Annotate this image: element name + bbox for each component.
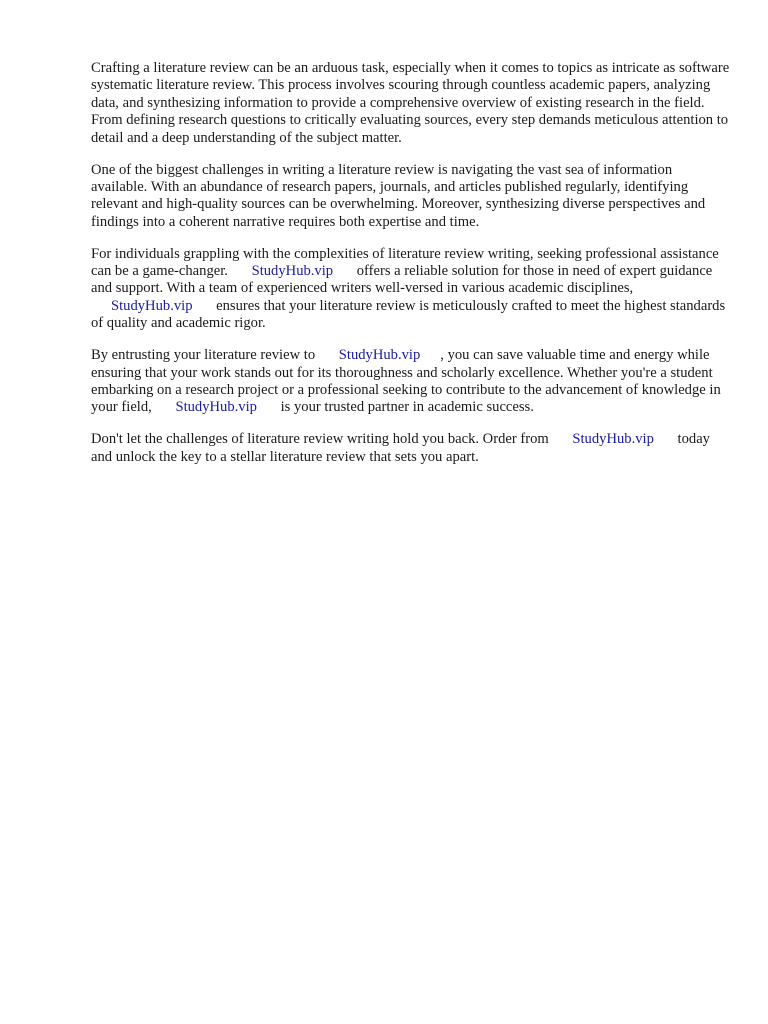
paragraph-4-text-3: is your trusted partner in academic success. <box>280 399 534 416</box>
paragraph-5-text-2: today and unlock the key to a stellar literature review that sets you apart. <box>91 431 710 465</box>
paragraph-4-text-1: By entrusting your literature review to <box>91 347 316 364</box>
paragraph-5 <box>91 431 731 466</box>
paragraph-3 <box>91 246 731 333</box>
paragraph-3-text-3: ensures that your literature review is meticulously crafted to meet the highest standards of quality and academic rigor. <box>91 297 726 332</box>
paragraph-3-text-1: For individuals grappling with the complexities of literature review writing, seeking professional assistance can be a game-changer. <box>91 245 719 280</box>
document-page <box>91 60 731 481</box>
paragraph-2: One of the biggest challenges in writing a literature review is navigating the vast sea of information available. With an abundance of research papers, journals, and articles published regularly, identifying relevant and high-quality sources can be overwhelming. Moreover, synthesizing diverse perspectives and findings into a coherent narrative requires both expertise and time. <box>91 161 706 230</box>
studyhub-link[interactable]: StudyHub.vip <box>338 347 421 364</box>
studyhub-link[interactable]: StudyHub.vip <box>175 399 257 416</box>
paragraph-4 <box>91 347 731 417</box>
studyhub-link[interactable]: StudyHub.vip <box>572 431 654 448</box>
paragraph-1: Crafting a literature review can be an arduous task, especially when it comes to topics as intricate as software systematic literature review. This process involves scouring through countless academic papers, analyzing data, and synthesizing information to provide a comprehensive overview of existing research in the field. From defining research questions to critically evaluating sources, every step demands meticulous attention to detail and a deep understanding of the subject matter. <box>91 60 730 146</box>
paragraph-5-text-1: Don't let the challenges of literature review writing hold you back. Order from <box>91 431 549 448</box>
paragraph-4-text-2: , you can save valuable time and energy while ensuring that your work stands out for its thoroughness and scholarly excellence. Whether you're a student embarking on a research project or a professional seeking to contribute to the advancement of knowledge in your field, <box>91 347 721 416</box>
studyhub-link[interactable]: StudyHub.vip <box>251 263 334 280</box>
paragraph-3-text-2: offers a reliable solution for those in need of expert guidance and support. With a team of experienced writers well-versed in various academic disciplines, <box>91 263 713 297</box>
studyhub-link[interactable]: StudyHub.vip <box>111 297 193 314</box>
